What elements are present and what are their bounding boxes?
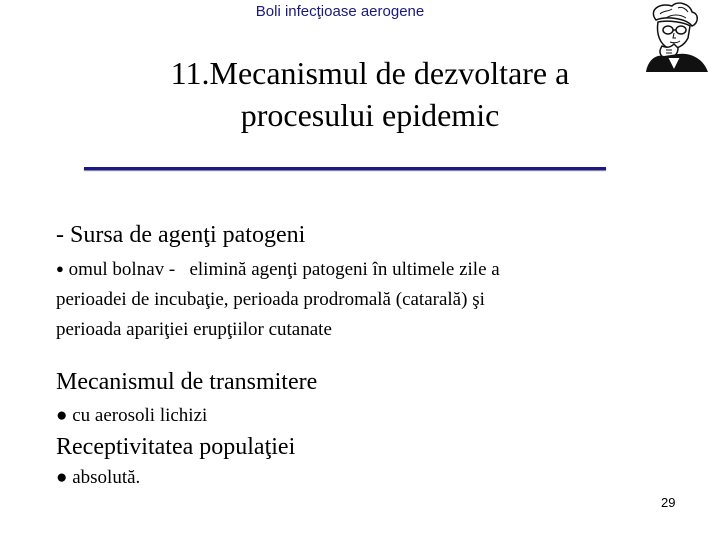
source-line-3: perioada apariţiei erupţiilor cutanate — [56, 319, 332, 340]
transmission-item — [56, 401, 666, 431]
source-heading: - Sursa de agenţi patogeni — [56, 222, 306, 248]
bullet-icon: ● — [56, 405, 68, 426]
slide-title-line1: 11.Mecanismul de dezvoltare a — [170, 55, 570, 91]
header-topic: Boli infecţioase aerogene — [255, 3, 425, 20]
source-line-1 — [56, 254, 666, 285]
receptivity-item — [56, 463, 666, 493]
bullet-icon: ● — [56, 261, 64, 276]
transmission-text: cu aerosoli lichizi — [72, 405, 208, 426]
source-line-2: perioadei de incubaţie, perioada prodromală (catarală) şi — [56, 289, 485, 310]
transmission-heading: Mecanismul de transmitere — [56, 369, 318, 395]
source-line-1-text: omul bolnav - elimină agenţi patogeni în ultimele zile a — [68, 259, 500, 280]
bullet-icon: ● — [56, 467, 68, 488]
slide-title — [60, 52, 680, 136]
receptivity-text: absolută. — [72, 467, 141, 488]
receptivity-heading: Receptivitatea populaţiei — [56, 434, 296, 460]
title-divider — [84, 167, 606, 170]
page-number: 29 — [661, 495, 676, 510]
source-description — [56, 254, 666, 345]
slide-title-line2: procesului epidemic — [240, 97, 500, 133]
